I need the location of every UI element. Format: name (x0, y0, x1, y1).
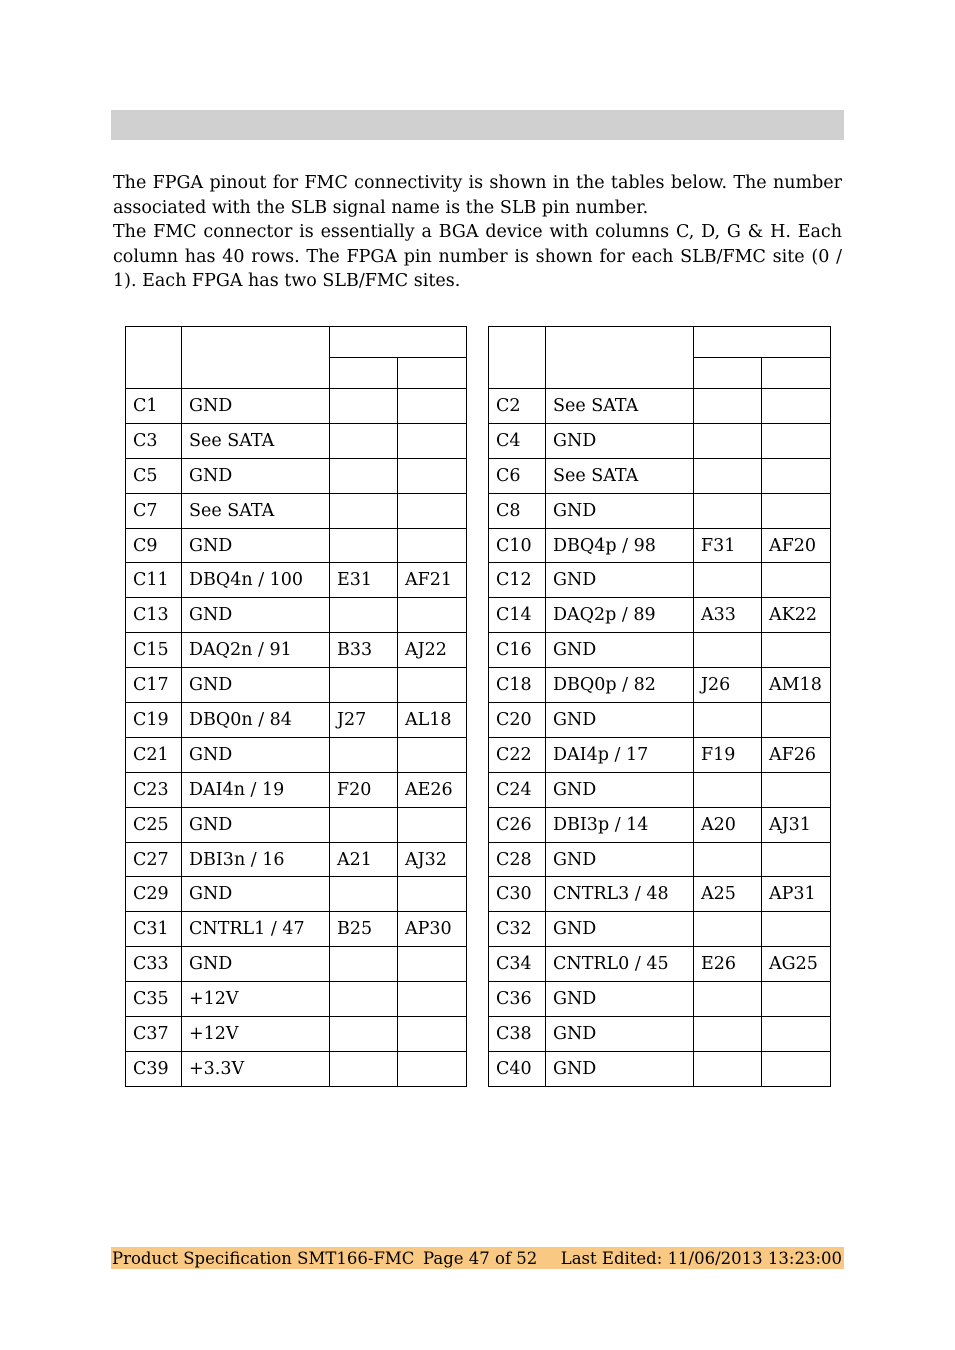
pin-cell: C21 (126, 737, 182, 772)
signal-cell: GND (182, 598, 330, 633)
site-1-cell (398, 807, 467, 842)
pin-cell: C40 (489, 1051, 546, 1086)
header-cell-site-1 (398, 358, 467, 389)
signal-cell: See SATA (182, 423, 330, 458)
site-1-cell: AM18 (762, 668, 831, 703)
site-1-cell: AF26 (762, 737, 831, 772)
site-1-cell (762, 563, 831, 598)
pin-cell: C22 (489, 737, 546, 772)
table-row (126, 389, 467, 424)
table-row (489, 598, 831, 633)
site-0-cell (694, 423, 762, 458)
pin-cell: C23 (126, 772, 182, 807)
site-1-cell (398, 1017, 467, 1052)
site-1-cell: AE26 (398, 772, 467, 807)
site-0-cell (694, 458, 762, 493)
table-row (126, 877, 467, 912)
site-0-cell (330, 982, 398, 1017)
site-0-cell: J27 (330, 703, 398, 738)
header-cell-signal (546, 327, 694, 389)
footer-page-number: Page 47 of 52 (423, 1249, 538, 1268)
signal-cell: DAQ2p / 89 (546, 598, 694, 633)
intro-text (113, 171, 842, 294)
table-row (126, 528, 467, 563)
site-0-cell (330, 737, 398, 772)
table-row (489, 633, 831, 668)
site-0-cell (330, 389, 398, 424)
table-row (489, 389, 831, 424)
pinout-table-right (488, 326, 831, 1087)
pin-cell: C1 (126, 389, 182, 424)
site-0-cell (694, 1051, 762, 1086)
intro-paragraph-1: The FPGA pinout for FMC connectivity is shown in the tables below. The number associated with the SLB signal name is the SLB pin number. (113, 173, 842, 218)
site-0-cell (694, 703, 762, 738)
site-1-cell: AP31 (762, 877, 831, 912)
site-0-cell: B25 (330, 912, 398, 947)
site-1-cell (398, 668, 467, 703)
pin-cell: C34 (489, 947, 546, 982)
pin-cell: C39 (126, 1051, 182, 1086)
site-0-cell: F31 (694, 528, 762, 563)
pin-cell: C38 (489, 1017, 546, 1052)
signal-cell: GND (546, 563, 694, 598)
signal-cell: GND (182, 877, 330, 912)
pin-cell: C6 (489, 458, 546, 493)
pin-cell: C18 (489, 668, 546, 703)
signal-cell: See SATA (546, 389, 694, 424)
signal-cell: GND (546, 1017, 694, 1052)
site-1-cell (398, 458, 467, 493)
signal-cell: GND (182, 389, 330, 424)
pin-cell: C30 (489, 877, 546, 912)
header-cell-signal (182, 327, 330, 389)
site-1-cell: AP30 (398, 912, 467, 947)
site-1-cell (762, 633, 831, 668)
signal-cell: +12V (182, 982, 330, 1017)
pin-cell: C10 (489, 528, 546, 563)
signal-cell: GND (546, 842, 694, 877)
signal-cell: DAI4n / 19 (182, 772, 330, 807)
header-cell-pin (489, 327, 546, 389)
site-1-cell (762, 1051, 831, 1086)
table-row (126, 633, 467, 668)
table-row (489, 982, 831, 1017)
table-row (489, 668, 831, 703)
table-row (126, 737, 467, 772)
table-row (126, 912, 467, 947)
table-row (126, 772, 467, 807)
signal-cell: See SATA (182, 493, 330, 528)
signal-cell: GND (546, 912, 694, 947)
signal-cell: GND (182, 807, 330, 842)
table-row (126, 493, 467, 528)
site-1-cell (398, 1051, 467, 1086)
page-footer (111, 1247, 844, 1269)
site-0-cell: F20 (330, 772, 398, 807)
pin-cell: C13 (126, 598, 182, 633)
signal-cell: DBQ0p / 82 (546, 668, 694, 703)
site-0-cell (694, 912, 762, 947)
signal-cell: +3.3V (182, 1051, 330, 1086)
site-0-cell: B33 (330, 633, 398, 668)
signal-cell: GND (182, 947, 330, 982)
site-1-cell (398, 389, 467, 424)
site-0-cell (694, 772, 762, 807)
site-0-cell (694, 563, 762, 598)
site-1-cell (398, 423, 467, 458)
site-0-cell (330, 807, 398, 842)
pin-cell: C20 (489, 703, 546, 738)
table-row (489, 528, 831, 563)
footer-product: Product Specification SMT166-FMC (112, 1249, 415, 1268)
pin-cell: C3 (126, 423, 182, 458)
site-0-cell: E26 (694, 947, 762, 982)
pin-cell: C29 (126, 877, 182, 912)
site-0-cell: E31 (330, 563, 398, 598)
site-0-cell (330, 598, 398, 633)
site-0-cell: A20 (694, 807, 762, 842)
pin-cell: C11 (126, 563, 182, 598)
pin-cell: C33 (126, 947, 182, 982)
section-heading-bar (111, 110, 844, 140)
signal-cell: GND (546, 633, 694, 668)
table-row (126, 423, 467, 458)
header-cell-fpga-site (330, 327, 467, 358)
table-row (489, 772, 831, 807)
pin-cell: C17 (126, 668, 182, 703)
table-row (126, 982, 467, 1017)
site-0-cell (694, 982, 762, 1017)
signal-cell: DBQ0n / 84 (182, 703, 330, 738)
site-0-cell: A25 (694, 877, 762, 912)
signal-cell: GND (546, 1051, 694, 1086)
table-row (126, 1051, 467, 1086)
table-row (489, 737, 831, 772)
site-1-cell (762, 423, 831, 458)
site-0-cell (330, 947, 398, 982)
site-1-cell: AF21 (398, 563, 467, 598)
table-row (126, 1017, 467, 1052)
pin-cell: C14 (489, 598, 546, 633)
signal-cell: +12V (182, 1017, 330, 1052)
site-1-cell (398, 982, 467, 1017)
pin-cell: C2 (489, 389, 546, 424)
pin-cell: C35 (126, 982, 182, 1017)
site-1-cell (762, 1017, 831, 1052)
table-header-row (489, 327, 831, 358)
pin-cell: C9 (126, 528, 182, 563)
signal-cell: GND (182, 458, 330, 493)
site-1-cell: AJ31 (762, 807, 831, 842)
site-0-cell (694, 842, 762, 877)
signal-cell: GND (546, 493, 694, 528)
pin-cell: C32 (489, 912, 546, 947)
site-1-cell (398, 877, 467, 912)
signal-cell: DAQ2n / 91 (182, 633, 330, 668)
signal-cell: GND (546, 772, 694, 807)
site-1-cell (398, 528, 467, 563)
pin-cell: C19 (126, 703, 182, 738)
site-0-cell (694, 493, 762, 528)
signal-cell: GND (546, 982, 694, 1017)
table-row (126, 703, 467, 738)
table-header-row (126, 327, 467, 358)
header-cell-pin (126, 327, 182, 389)
site-0-cell (694, 633, 762, 668)
site-1-cell: AL18 (398, 703, 467, 738)
site-0-cell (330, 493, 398, 528)
site-1-cell (762, 842, 831, 877)
pin-cell: C15 (126, 633, 182, 668)
site-1-cell (762, 912, 831, 947)
table-row (489, 423, 831, 458)
site-1-cell: AJ22 (398, 633, 467, 668)
site-1-cell (762, 982, 831, 1017)
pinout-table-left (125, 326, 467, 1087)
table-row (126, 563, 467, 598)
table-row (489, 947, 831, 982)
signal-cell: DBQ4n / 100 (182, 563, 330, 598)
site-0-cell: J26 (694, 668, 762, 703)
table-row (126, 598, 467, 633)
signal-cell: DBI3p / 14 (546, 807, 694, 842)
table-row (489, 458, 831, 493)
pin-cell: C25 (126, 807, 182, 842)
table-row (126, 947, 467, 982)
site-1-cell (398, 737, 467, 772)
signal-cell: GND (182, 668, 330, 703)
site-0-cell: F19 (694, 737, 762, 772)
pin-cell: C8 (489, 493, 546, 528)
table-row (489, 912, 831, 947)
site-0-cell (330, 668, 398, 703)
signal-cell: GND (182, 528, 330, 563)
site-0-cell (330, 1051, 398, 1086)
site-1-cell (398, 947, 467, 982)
signal-cell: DBI3n / 16 (182, 842, 330, 877)
table-row (126, 842, 467, 877)
site-1-cell (762, 703, 831, 738)
intro-paragraph-2: The FMC connector is essentially a BGA device with columns C, D, G & H. Each column has 40 rows. The FPGA pin number is shown for each SLB/FMC site (0 / 1). Each FPGA has two SLB/FMC sites. (113, 222, 842, 292)
table-row (489, 807, 831, 842)
pin-cell: C28 (489, 842, 546, 877)
table-row (489, 703, 831, 738)
site-1-cell (398, 598, 467, 633)
site-1-cell: AJ32 (398, 842, 467, 877)
site-1-cell (762, 493, 831, 528)
pin-cell: C7 (126, 493, 182, 528)
table-row (489, 1017, 831, 1052)
pin-cell: C4 (489, 423, 546, 458)
site-0-cell (330, 423, 398, 458)
site-0-cell: A33 (694, 598, 762, 633)
pin-cell: C26 (489, 807, 546, 842)
header-cell-site-1 (762, 358, 831, 389)
table-row (489, 563, 831, 598)
signal-cell: DAI4p / 17 (546, 737, 694, 772)
signal-cell: CNTRL0 / 45 (546, 947, 694, 982)
site-1-cell (398, 493, 467, 528)
pin-cell: C37 (126, 1017, 182, 1052)
site-1-cell: AG25 (762, 947, 831, 982)
signal-cell: See SATA (546, 458, 694, 493)
site-0-cell (330, 528, 398, 563)
site-1-cell (762, 458, 831, 493)
table-row (489, 1051, 831, 1086)
footer-last-edited: Last Edited: 11/06/2013 13:23:00 (560, 1249, 842, 1268)
pin-cell: C31 (126, 912, 182, 947)
table-row (489, 877, 831, 912)
table-row (126, 458, 467, 493)
site-0-cell (330, 877, 398, 912)
pin-cell: C24 (489, 772, 546, 807)
site-0-cell (694, 1017, 762, 1052)
pin-cell: C5 (126, 458, 182, 493)
signal-cell: GND (546, 703, 694, 738)
signal-cell: CNTRL3 / 48 (546, 877, 694, 912)
pin-cell: C12 (489, 563, 546, 598)
signal-cell: DBQ4p / 98 (546, 528, 694, 563)
site-1-cell (762, 772, 831, 807)
header-cell-site-0 (694, 358, 762, 389)
table-row (489, 842, 831, 877)
site-0-cell: A21 (330, 842, 398, 877)
site-0-cell (330, 1017, 398, 1052)
site-1-cell: AF20 (762, 528, 831, 563)
site-0-cell (694, 389, 762, 424)
site-1-cell: AK22 (762, 598, 831, 633)
site-1-cell (762, 389, 831, 424)
pin-cell: C16 (489, 633, 546, 668)
pin-cell: C36 (489, 982, 546, 1017)
header-cell-site-0 (330, 358, 398, 389)
site-0-cell (330, 458, 398, 493)
signal-cell: GND (546, 423, 694, 458)
signal-cell: CNTRL1 / 47 (182, 912, 330, 947)
table-row (489, 493, 831, 528)
table-row (126, 668, 467, 703)
table-row (126, 807, 467, 842)
header-cell-fpga-site (694, 327, 831, 358)
pin-cell: C27 (126, 842, 182, 877)
signal-cell: GND (182, 737, 330, 772)
